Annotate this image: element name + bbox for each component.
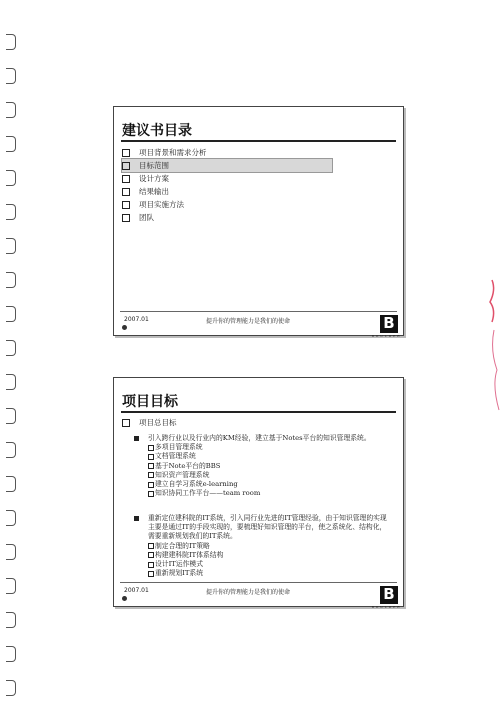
- checkbox-icon: [122, 419, 130, 427]
- contents-item: [122, 185, 395, 198]
- contents-item: [122, 198, 395, 211]
- binder-ring-icon: [6, 408, 16, 424]
- checkbox-icon: [122, 214, 130, 222]
- contents-item-label: 设计方案: [139, 174, 169, 183]
- binder-ring-icon: [6, 102, 16, 118]
- checkbox-icon: [122, 175, 130, 183]
- goal-block-it: [134, 514, 391, 578]
- slide-project-goals: [113, 377, 404, 607]
- checkbox-icon: [148, 562, 154, 568]
- sub-item: [148, 542, 391, 551]
- binder-ring-icon: [6, 136, 16, 152]
- sub-item-label: 构建建科院IT体系结构: [155, 550, 224, 559]
- footer-rule: [120, 311, 397, 312]
- footer-slogan: 提升你的管理能力是我们的使命: [206, 589, 291, 596]
- title-rule: [121, 411, 396, 413]
- goal-block-km: [134, 434, 391, 498]
- sub-item: [148, 489, 391, 498]
- footer-rule: [120, 582, 397, 583]
- boulder-logo-icon: B: [380, 315, 398, 333]
- boulder-logo-icon: B: [380, 586, 398, 604]
- binder-ring-icon: [6, 442, 16, 458]
- checkbox-icon: [148, 454, 154, 460]
- binder-ring-icon: [6, 510, 16, 526]
- slide-footer: [114, 309, 403, 338]
- footer-slogan: 提升你的管理能力是我们的使命: [206, 318, 291, 325]
- binder-ring-icon: [6, 272, 16, 288]
- checkbox-icon: [148, 571, 154, 577]
- footer-dot-icon: [122, 325, 127, 330]
- checkbox-icon: [148, 543, 154, 549]
- sub-item: [148, 569, 391, 578]
- sub-item: [148, 551, 391, 560]
- sub-item-label: 基于Note平台的BBS: [155, 461, 221, 470]
- binder-ring-icon: [6, 680, 16, 696]
- logo-subtext: B O U L D E R: [371, 334, 400, 338]
- sub-item-label: 制定合理的IT策略: [155, 541, 210, 550]
- sub-item: [148, 452, 391, 461]
- sub-item: [148, 560, 391, 569]
- binder-ring-icon: [6, 340, 16, 356]
- sub-item-label: 设计IT运作模式: [155, 560, 203, 569]
- binder-ring-icon: [6, 306, 16, 322]
- sub-item-label: 建立自学习系统e-learning: [155, 480, 238, 489]
- sub-item: [148, 480, 391, 489]
- square-bullet-icon: [134, 436, 139, 441]
- slide-contents: [113, 106, 404, 336]
- binder-ring-icon: [6, 476, 16, 492]
- checkbox-icon: [122, 162, 130, 170]
- checkbox-icon: [148, 463, 154, 469]
- checkbox-icon: [148, 445, 154, 451]
- binder-ring-icon: [6, 374, 16, 390]
- sub-item: [148, 462, 391, 471]
- title-rule: [121, 140, 396, 142]
- contents-item: [122, 211, 395, 224]
- sub-item: [148, 471, 391, 480]
- edge-marks-icon: [482, 270, 500, 430]
- checkbox-icon: [122, 201, 130, 209]
- contents-item: [122, 172, 395, 185]
- footer-date: 2007.01: [124, 316, 149, 323]
- checkbox-icon: [148, 552, 154, 558]
- binder-rings: [6, 0, 20, 706]
- checkbox-icon: [148, 491, 154, 497]
- checkbox-icon: [148, 472, 154, 478]
- slide-title: 项目目标: [122, 394, 178, 410]
- slide-title: 建议书目录: [122, 123, 192, 139]
- contents-item: [122, 146, 395, 159]
- contents-item-label: 项目实施方法: [139, 200, 184, 209]
- binder-ring-icon: [6, 34, 16, 50]
- goal-block-text: 重新定位建科院的IT系统，引入同行业先进的IT管理经验，由于知识管理的实现主要是通过IT的手段实现的，要梳理好知识管理的平台，使之系统化、结构化，需要重新规划我们的IT系统。: [148, 514, 387, 541]
- binder-ring-icon: [6, 612, 16, 628]
- contents-list: [122, 146, 395, 224]
- checkbox-icon: [122, 149, 130, 157]
- sub-item-label: 重新规划IT系统: [155, 569, 203, 578]
- sub-item-label: 知识协同工作平台——team room: [155, 489, 261, 498]
- contents-item-label: 目标范围: [139, 161, 169, 170]
- checkbox-icon: [148, 482, 154, 488]
- goal-block-text: 引入跨行业以及行业内的KM经验，建立基于Notes平台的知识管理系统。: [148, 434, 371, 442]
- binder-ring-icon: [6, 578, 16, 594]
- binder-ring-icon: [6, 238, 16, 254]
- binder-ring-icon: [6, 646, 16, 662]
- sub-item-label: 多项目管理系统: [155, 443, 203, 452]
- contents-item-label: 团队: [139, 213, 154, 222]
- footer-dot-icon: [122, 596, 127, 601]
- binder-ring-icon: [6, 170, 16, 186]
- footer-date: 2007.01: [124, 587, 149, 594]
- square-bullet-icon: [134, 516, 139, 521]
- sub-item-label: 文档管理系统: [155, 452, 196, 461]
- binder-ring-icon: [6, 68, 16, 84]
- contents-item-label: 项目背景和需求分析: [139, 148, 207, 157]
- slide-footer: [114, 580, 403, 609]
- contents-item-highlighted: [122, 159, 332, 172]
- contents-item-label: 结果输出: [139, 187, 169, 196]
- level1-label: 项目总目标: [139, 418, 177, 427]
- binder-ring-icon: [6, 544, 16, 560]
- level1-item: [122, 417, 177, 428]
- logo-subtext: B O U L D E R: [371, 605, 400, 609]
- checkbox-icon: [122, 188, 130, 196]
- sub-item-label: 知识资产管理系统: [155, 470, 210, 479]
- binder-ring-icon: [6, 204, 16, 220]
